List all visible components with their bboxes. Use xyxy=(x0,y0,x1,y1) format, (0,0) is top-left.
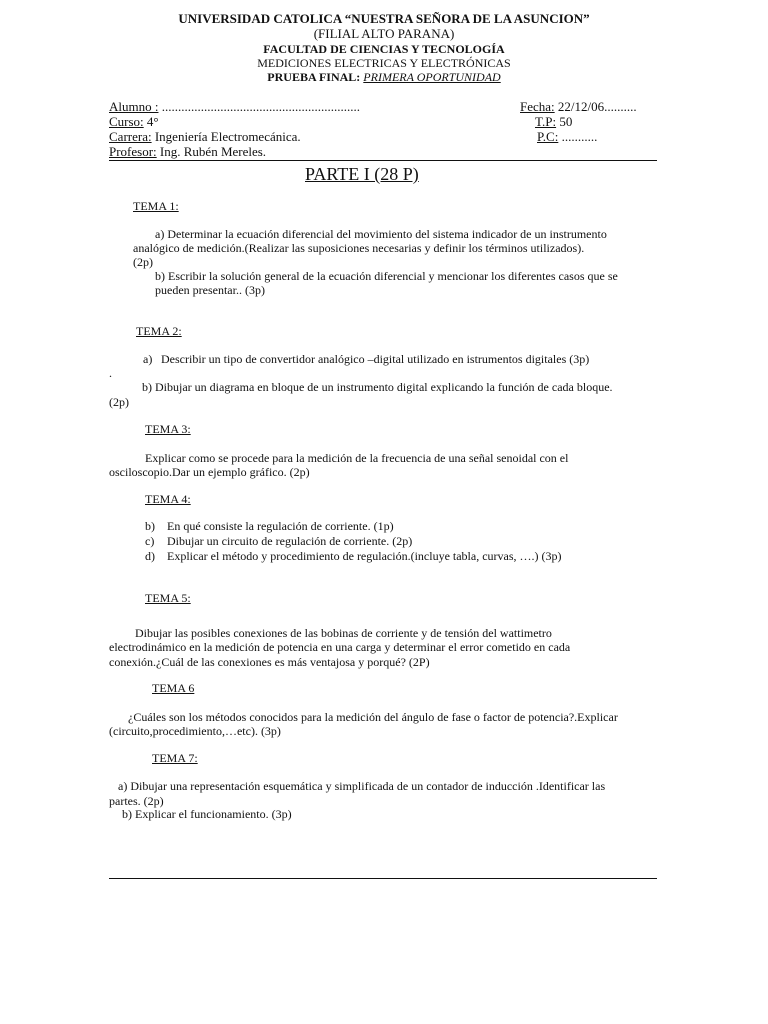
tema5-line1: Dibujar las posibles conexiones de las bobinas de corriente y de tensión del wattimetro xyxy=(135,626,552,640)
curso-value: 4° xyxy=(143,114,159,129)
fecha-value: 22/12/06.......... xyxy=(554,99,637,114)
tema7-a-line2: partes. (2p) xyxy=(109,794,164,808)
curso-label: Curso: xyxy=(109,114,144,129)
tema4-b-num: b) xyxy=(145,519,155,533)
tema4-d-text: Explicar el método y procedimiento de regulación.(incluye tabla, curvas, ….) (3p) xyxy=(167,549,562,563)
tema2-dot: . xyxy=(109,366,112,380)
tema3-line2: osciloscopio.Dar un ejemplo gráfico. (2p) xyxy=(109,465,310,479)
tema6-title: TEMA 6 xyxy=(152,681,195,695)
header-divider xyxy=(109,160,657,161)
carrera-value: Ingeniería Electromecánica. xyxy=(151,129,301,144)
fecha-row xyxy=(520,100,637,114)
faculty-title: FACULTAD DE CIENCIAS Y TECNOLOGÍA xyxy=(263,42,505,56)
tema4-title: TEMA 4: xyxy=(145,492,191,506)
tema1-a-line1: a) Determinar la ecuación diferencial del movimiento del sistema indicador de un instrumento xyxy=(155,227,607,241)
tema5-line3: conexión.¿Cuál de las conexiones es más ventajosa y porqué? (2P) xyxy=(109,655,430,669)
profesor-label: Profesor: xyxy=(109,144,157,159)
tema6-line1: ¿Cuáles son los métodos conocidos para la medición del ángulo de fase o factor de potencia?.Explicar xyxy=(128,710,618,724)
tema1-b-line1: b) Escribir la solución general de la ecuación diferencial y mencionar los diferentes casos que se xyxy=(155,269,618,283)
tp-value: 50 xyxy=(556,114,573,129)
tema3-title: TEMA 3: xyxy=(145,422,191,436)
pc-label: P.C: xyxy=(537,129,559,144)
university-title: UNIVERSIDAD CATOLICA “NUESTRA SEÑORA DE LA ASUNCION” xyxy=(178,11,590,26)
curso-row xyxy=(109,115,159,129)
tema4-b-text: En qué consiste la regulación de corriente. (1p) xyxy=(167,519,394,533)
profesor-row xyxy=(109,145,266,159)
tema7-b-line1: b) Explicar el funcionamiento. (3p) xyxy=(122,807,292,821)
tema4-c-text: Dibujar un circuito de regulación de corriente. (2p) xyxy=(167,534,413,548)
exam-value: PRIMERA OPORTUNIDAD xyxy=(363,70,501,84)
tema7-a-line1: a) Dibujar una representación esquemática y simplificada de un contador de inducción .Identificar las xyxy=(118,779,606,793)
exam-label: PRUEBA FINAL: xyxy=(267,70,361,84)
fecha-label: Fecha: xyxy=(520,99,555,114)
tema1-b-line2: pueden presentar.. (3p) xyxy=(155,283,265,297)
profesor-value: Ing. Rubén Mereles. xyxy=(156,144,267,159)
footer-divider xyxy=(109,878,657,879)
subject-title: MEDICIONES ELECTRICAS Y ELECTRÓNICAS xyxy=(257,56,511,70)
tema2-a-num: a) xyxy=(143,352,153,366)
tema4-c-num: c) xyxy=(145,534,155,548)
tema1-a-points: (2p) xyxy=(133,255,153,269)
exam-line xyxy=(0,70,768,84)
pc-value: ........... xyxy=(558,129,598,144)
tema2-b-line2: (2p) xyxy=(109,395,129,409)
tema7-title: TEMA 7: xyxy=(152,751,198,765)
tema2-b-line1: b) Dibujar un diagrama en bloque de un instrumento digital explicando la función de cada bloque. xyxy=(142,380,613,394)
alumno-row xyxy=(109,100,360,114)
tema5-line2: electrodinámico en la medición de potencia en una carga y determinar el error cometido en cada xyxy=(109,640,571,654)
tema4-d-num: d) xyxy=(145,549,155,563)
tema3-line1: Explicar como se procede para la medición de la frecuencia de una señal senoidal con el xyxy=(145,451,569,465)
branch-title: (FILIAL ALTO PARANA) xyxy=(313,26,455,41)
carrera-label: Carrera: xyxy=(109,129,152,144)
tp-row xyxy=(535,115,572,129)
tp-label: T.P: xyxy=(535,114,557,129)
part-title: PARTE I (28 P) xyxy=(305,164,419,184)
alumno-value: ............................................................. xyxy=(158,99,360,114)
tema1-a-line2: analógico de medición.(Realizar las suposiciones necesarias y definir los términos utilizados). xyxy=(133,241,585,255)
carrera-row xyxy=(109,130,301,144)
tema2-a-text: Describir un tipo de convertidor analógico –digital utilizado en istrumentos digitales (3p) xyxy=(161,352,590,366)
tema6-line2: (circuito,procedimiento,…etc). (3p) xyxy=(109,724,281,738)
alumno-label: Alumno : xyxy=(109,99,159,114)
tema1-title: TEMA 1: xyxy=(133,199,179,213)
pc-row xyxy=(537,130,597,144)
tema2-title: TEMA 2: xyxy=(136,324,182,338)
tema5-title: TEMA 5: xyxy=(145,591,191,605)
